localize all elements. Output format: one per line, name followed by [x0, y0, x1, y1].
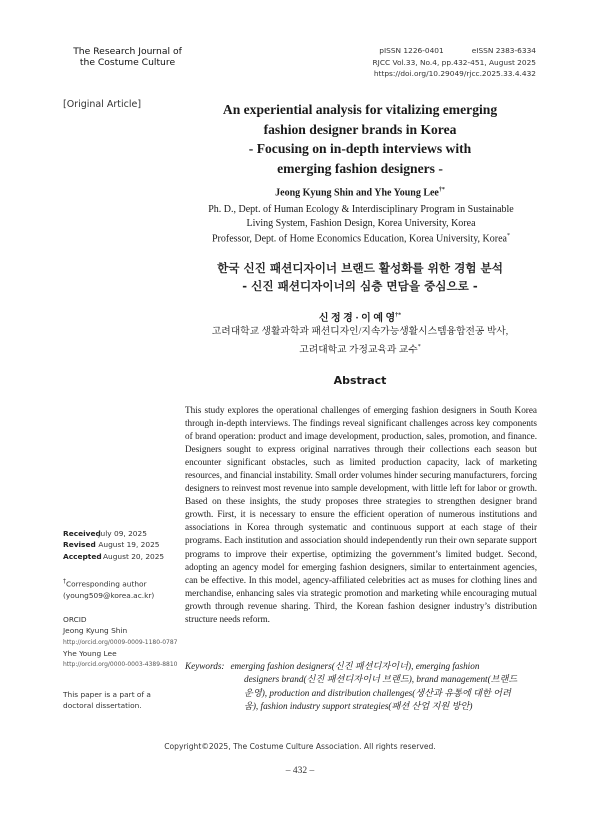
orcid-link2[interactable]: http://orcid.org/0000-0003-4389-8810: [63, 661, 178, 669]
pissn: pISSN 1226-0401: [379, 46, 444, 55]
title-en-line1: An experiential analysis for vitalizing emerging: [222, 102, 498, 117]
copyright: Copyright©2025, The Costume Culture Association. All rights reserved.: [164, 742, 436, 751]
title-ko-line1: 한국 신진 패션디자이너 브랜드 활성화를 위한 경험 분석: [217, 261, 503, 275]
title-ko: [180, 260, 540, 295]
issn-row: [330, 45, 536, 57]
title-en-line3: - Focusing on in-depth interviews with: [248, 141, 472, 156]
authors-en: [180, 187, 540, 198]
doi-link[interactable]: https://doi.org/10.29049/rjcc.2025.33.4.432: [373, 69, 536, 78]
orcid-name1: Jeong Kyung Shin: [63, 626, 128, 636]
note-line1: This paper is a part of a: [63, 690, 151, 699]
orcid-label: ORCID: [63, 615, 87, 624]
keywords: [185, 660, 537, 714]
affiliations-ko: [180, 325, 540, 357]
authors-en-mark: †*: [438, 187, 445, 193]
title-en: [200, 100, 520, 178]
orcid-link1[interactable]: http://orcid.org/0009-0009-1180-0787: [63, 638, 178, 646]
title-en-line4: emerging fashion designers -: [277, 160, 443, 176]
journal-name-line2: the Costume Culture: [79, 57, 176, 68]
abstract-heading: Abstract: [333, 374, 387, 387]
affil-ko-line2: 고려대학교 가정교육과 교수*: [299, 343, 421, 355]
affil-en-line1: Ph. D., Dept. of Human Ecology & Interdisciplinary Program in Sustainable: [208, 204, 514, 215]
eissn: eISSN 2383-6334: [471, 46, 536, 55]
journal-name-line1: The Research Journal of: [73, 46, 182, 57]
corr-label: †Corresponding author: [63, 578, 147, 589]
note-line2: doctoral dissertation.: [63, 701, 142, 711]
keywords-line1: emerging fashion designers(신진 패션디자이너), emerging fashion: [230, 661, 480, 671]
page-number: – 432 –: [285, 766, 315, 776]
orcid-section: [63, 614, 178, 670]
orcid-name2: Yhe Young Lee: [63, 648, 117, 658]
affil-en-line2: Living System, Fashion Design, Korea University, Korea: [246, 217, 476, 229]
journal-name: [60, 46, 195, 68]
corresponding-author: [63, 576, 154, 601]
dissertation-note: [63, 689, 151, 712]
accepted-row: AcceptedAugust 20, 2025: [63, 551, 165, 561]
citation: RJCC Vol.33, No.4, pp.432-451, August 2025: [372, 57, 536, 67]
affiliations-en: [175, 203, 547, 246]
abstract-body: This study explores the operational challenges of emerging fashion designers in South Korea through in-depth interviews. The findings reveal significant challenges across key components of brand operation: product and image development, production, sales, promotion, and finance. Designers sought to express original narratives through their collections each season but encounter significant obstacles, such as limited production capacity, lack of marketing resources, and financial instability. Small order volumes hinder securing manufacturers, forcing designers to reinvest most revenue into sample development, with little left for labor or growth. Based on these insights, the study proposes three strategies to strengthen designer brand growth. First, it is necessary to ensure the efficient operation of numerous institutions and associations in Korea through systematic and continuous support at each stage of their programs. Each institution and association should independently run their own separate support programs to improve their expertise, optimizing the government’s limited budget. Second, adopting an agency model for emerging fashion designers, similar to entertainment agencies, can be effective. In this model, agency-affiliated celebrities act as muses for clothing lines and merchandise, enhancing sales via strategic promotion and marketing while encouraging mutual growth through revenue sharing. Third, the Korean fashion designer industry’s distribution structure needs reform.: [185, 405, 537, 624]
received-row: Received July 09, 2025: [63, 529, 147, 538]
issn-block: [330, 45, 536, 80]
title-ko-line2: - 신진 패션디자이너의 심층 면담을 중심으로 -: [242, 278, 478, 293]
authors-ko-mark: †*: [395, 312, 402, 319]
affil-en-line3: Professor, Dept. of Home Economics Education, Korea University, Korea*: [212, 233, 510, 245]
title-en-line2: fashion designer brands in Korea: [263, 121, 457, 137]
authors-ko: [180, 309, 540, 324]
keywords-line3: 운영), production and distribution challenges(생산과 유통에 대한 어려: [244, 687, 511, 698]
article-dates: [63, 528, 164, 562]
revised-row: Revised August 19, 2025: [63, 540, 160, 550]
keywords-label: Keywords:: [185, 661, 225, 671]
affil-ko-line1: 고려대학교 생활과학과 패션디자인/지속가능생활시스템융합전공 박사,: [211, 326, 509, 337]
article-type: [Original Article]: [63, 99, 142, 110]
corr-email[interactable]: (young509@korea.ac.kr): [63, 590, 155, 600]
authors-ko-names: 신 정 경 · 이 예 영: [318, 313, 396, 324]
keywords-line4: 움), fashion industry support strategies(패션 산업 지원 방안): [244, 701, 473, 712]
authors-en-names: Jeong Kyung Shin and Yhe Young Lee: [275, 187, 439, 199]
keywords-line2: designers brand(신진 패션디자이너 브랜드), brand management(브랜드: [244, 674, 518, 685]
